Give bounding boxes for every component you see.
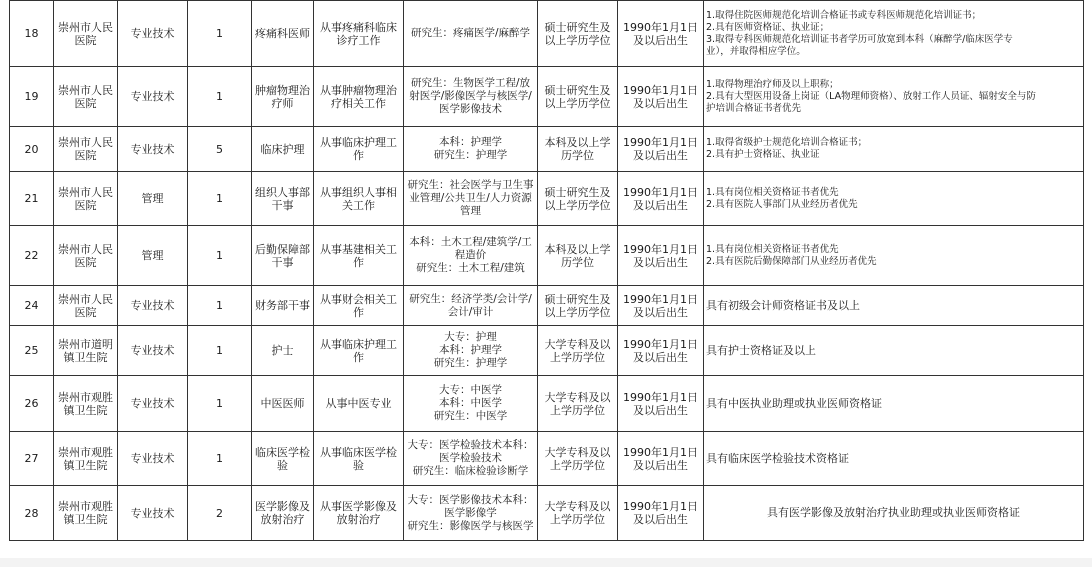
cell-no: 25	[10, 326, 54, 376]
education-line: 研究生：影像医学与核医学	[407, 519, 534, 532]
education-line: 研究生：生物医学工程/放射医学/影像医学与核医学/医学影像技术	[409, 77, 532, 115]
table-row	[10, 127, 1084, 172]
cell-count: 1	[188, 226, 252, 286]
requirement-line: 2.具有大型医用设备上岗证（LA物理师资格）、放射工作人员证、辐射安全与防	[706, 90, 1036, 102]
cell-no: 21	[10, 172, 54, 226]
requirement-line: 1.取得省级护士规范化培训合格证书；	[706, 137, 868, 148]
cell-position: 肿瘤物理治疗师	[252, 67, 314, 127]
cell-degree: 大学专科及以上学历学位	[538, 376, 618, 432]
cell-duty: 从事组织人事相关工作	[314, 172, 404, 226]
requirement-line: 1.具有岗位相关资格证书者优先	[706, 186, 839, 198]
cell-unit: 崇州市观胜镇卫生院	[54, 486, 118, 541]
requirement-line: 2.具有医院人事部门从业经历者优先	[706, 198, 858, 210]
cell-count: 1	[188, 286, 252, 326]
cell-education	[404, 172, 538, 226]
cell-category: 专业技术	[118, 486, 188, 541]
cell-no: 24	[10, 286, 54, 326]
cell-duty: 从事疼痛科临床诊疗工作	[314, 1, 404, 67]
cell-degree: 本科及以上学历学位	[538, 226, 618, 286]
cell-unit: 崇州市人民医院	[54, 127, 118, 172]
cell-requirements	[704, 326, 1084, 376]
education-line: 研究生：临床检验诊断学	[412, 465, 529, 477]
cell-education	[404, 226, 538, 286]
cell-requirements	[704, 376, 1084, 432]
cell-unit: 崇州市人民医院	[54, 286, 118, 326]
cell-age: 1990年1月1日及以后出生	[618, 286, 704, 326]
education-line: 研究生：土木工程/建筑	[416, 262, 525, 274]
cell-count: 1	[188, 432, 252, 486]
table-row	[10, 286, 1084, 326]
cell-requirements	[704, 127, 1084, 172]
education-line: 研究生：中医学	[433, 410, 508, 422]
cell-no: 27	[10, 432, 54, 486]
cell-age: 1990年1月1日及以后出生	[618, 376, 704, 432]
cell-age: 1990年1月1日及以后出生	[618, 1, 704, 67]
education-line: 研究生：社会医学与卫生事业管理/公共卫生/人力资源管理	[407, 179, 534, 217]
cell-no: 28	[10, 486, 54, 541]
cell-position: 财务部干事	[252, 286, 314, 326]
requirement-line: 具有中医执业助理或执业医师资格证	[706, 396, 882, 410]
cell-degree: 大学专科及以上学历学位	[538, 326, 618, 376]
cell-duty: 从事临床护理工作	[314, 326, 404, 376]
table-row	[10, 486, 1084, 541]
cell-unit: 崇州市人民医院	[54, 67, 118, 127]
cell-education	[404, 67, 538, 127]
cell-duty: 从事临床医学检验	[314, 432, 404, 486]
cell-duty: 从事临床护理工作	[314, 127, 404, 172]
cell-education	[404, 376, 538, 432]
cell-unit: 崇州市人民医院	[54, 172, 118, 226]
table-body	[10, 1, 1084, 541]
cell-count: 1	[188, 172, 252, 226]
cell-category: 专业技术	[118, 432, 188, 486]
cell-count: 5	[188, 127, 252, 172]
table-row	[10, 226, 1084, 286]
cell-no: 18	[10, 1, 54, 67]
requirement-line: 1.取得物理治疗师及以上职称；	[706, 78, 839, 90]
cell-unit: 崇州市人民医院	[54, 1, 118, 67]
cell-requirements	[704, 432, 1084, 486]
requirement-line: 3.取得专科医师规范化培训证书者学历可放宽到本科（麻醉学/临床医学专	[706, 33, 1013, 45]
education-line: 研究生：护理学	[433, 357, 508, 369]
education-line: 本科：护理学	[439, 344, 502, 356]
cell-position: 后勤保障部干事	[252, 226, 314, 286]
cell-requirements	[704, 67, 1084, 127]
requirement-line: 具有医学影像及放射治疗执业助理或执业医师资格证	[767, 506, 1020, 519]
education-line: 大专：医学影像技术本科：医学影像学	[407, 493, 534, 519]
cell-degree: 硕士研究生及以上学历学位	[538, 1, 618, 67]
cell-requirements	[704, 486, 1084, 541]
education-line: 本科：护理学	[439, 136, 502, 148]
education-line: 大专：医学检验技术本科：医学检验技术	[407, 439, 534, 464]
cell-no: 19	[10, 67, 54, 127]
cell-unit: 崇州市人民医院	[54, 226, 118, 286]
education-line: 研究生：护理学	[433, 149, 508, 161]
cell-age: 1990年1月1日及以后出生	[618, 486, 704, 541]
requirement-line: 具有护士资格证及以上	[706, 343, 816, 357]
requirement-line: 1.取得住院医师规范化培训合格证书或专科医师规范化培训证书；	[706, 9, 982, 21]
cell-unit: 崇州市道明镇卫生院	[54, 326, 118, 376]
cell-duty: 从事基建相关工作	[314, 226, 404, 286]
cell-unit: 崇州市观胜镇卫生院	[54, 432, 118, 486]
cell-requirements	[704, 226, 1084, 286]
cell-count: 1	[188, 67, 252, 127]
education-line: 本科：土木工程/建筑学/工程造价	[409, 236, 532, 261]
education-line: 大专：护理	[444, 331, 497, 343]
cell-education	[404, 286, 538, 326]
education-line: 本科：中医学	[439, 397, 502, 409]
cell-category: 专业技术	[118, 127, 188, 172]
table-row	[10, 432, 1084, 486]
cell-count: 2	[188, 486, 252, 541]
bottom-strip	[0, 558, 1092, 567]
cell-age: 1990年1月1日及以后出生	[618, 127, 704, 172]
requirement-line: 2.具有医院后勤保障部门从业经历者优先	[706, 255, 877, 267]
cell-category: 专业技术	[118, 1, 188, 67]
cell-degree: 硕士研究生及以上学历学位	[538, 286, 618, 326]
education-line: 研究生：疼痛医学/麻醉学	[410, 27, 531, 39]
cell-duty: 从事中医专业	[314, 376, 404, 432]
cell-requirements	[704, 1, 1084, 67]
cell-count: 1	[188, 1, 252, 67]
requirement-line: 2.具有护士资格证、执业证	[706, 149, 820, 160]
cell-no: 26	[10, 376, 54, 432]
cell-duty: 从事医学影像及放射治疗	[314, 486, 404, 541]
cell-degree: 本科及以上学历学位	[538, 127, 618, 172]
table-row	[10, 172, 1084, 226]
cell-count: 1	[188, 376, 252, 432]
requirement-line: 业），并取得相应学位。	[706, 45, 806, 57]
cell-education	[404, 486, 538, 541]
cell-count: 1	[188, 326, 252, 376]
table-row	[10, 326, 1084, 376]
cell-education	[404, 326, 538, 376]
cell-education	[404, 432, 538, 486]
cell-degree: 大学专科及以上学历学位	[538, 432, 618, 486]
cell-duty: 从事肿瘤物理治疗相关工作	[314, 67, 404, 127]
table-row	[10, 1, 1084, 67]
cell-unit: 崇州市观胜镇卫生院	[54, 376, 118, 432]
cell-category: 专业技术	[118, 286, 188, 326]
recruitment-table	[9, 0, 1084, 541]
cell-degree: 硕士研究生及以上学历学位	[538, 67, 618, 127]
cell-age: 1990年1月1日及以后出生	[618, 226, 704, 286]
cell-age: 1990年1月1日及以后出生	[618, 172, 704, 226]
cell-position: 中医医师	[252, 376, 314, 432]
cell-position: 医学影像及放射治疗	[252, 486, 314, 541]
education-line: 大专：中医学	[439, 384, 502, 396]
education-line: 研究生：经济学类/会计学/会计/审计	[409, 292, 532, 318]
cell-no: 20	[10, 127, 54, 172]
cell-category: 专业技术	[118, 326, 188, 376]
requirement-line: 1.具有岗位相关资格证书者优先	[706, 243, 839, 255]
cell-age: 1990年1月1日及以后出生	[618, 326, 704, 376]
cell-education	[404, 127, 538, 172]
cell-position: 护士	[252, 326, 314, 376]
cell-age: 1990年1月1日及以后出生	[618, 67, 704, 127]
cell-position: 临床护理	[252, 127, 314, 172]
table-row	[10, 376, 1084, 432]
cell-position: 临床医学检验	[252, 432, 314, 486]
cell-category: 管理	[118, 172, 188, 226]
cell-education	[404, 1, 538, 67]
cell-no: 22	[10, 226, 54, 286]
table-row	[10, 67, 1084, 127]
cell-age: 1990年1月1日及以后出生	[618, 432, 704, 486]
cell-position: 组织人事部干事	[252, 172, 314, 226]
requirement-line: 具有初级会计师资格证书及以上	[706, 298, 860, 312]
cell-degree: 硕士研究生及以上学历学位	[538, 172, 618, 226]
cell-degree: 大学专科及以上学历学位	[538, 486, 618, 541]
cell-position: 疼痛科医师	[252, 1, 314, 67]
cell-category: 管理	[118, 226, 188, 286]
requirement-line: 护培训合格证书者优先	[706, 102, 802, 114]
cell-requirements	[704, 172, 1084, 226]
cell-requirements	[704, 286, 1084, 326]
cell-duty: 从事财会相关工作	[314, 286, 404, 326]
requirement-line: 2.具有医师资格证、执业证；	[706, 21, 830, 33]
cell-category: 专业技术	[118, 67, 188, 127]
cell-category: 专业技术	[118, 376, 188, 432]
requirement-line: 具有临床医学检验技术资格证	[706, 451, 849, 465]
